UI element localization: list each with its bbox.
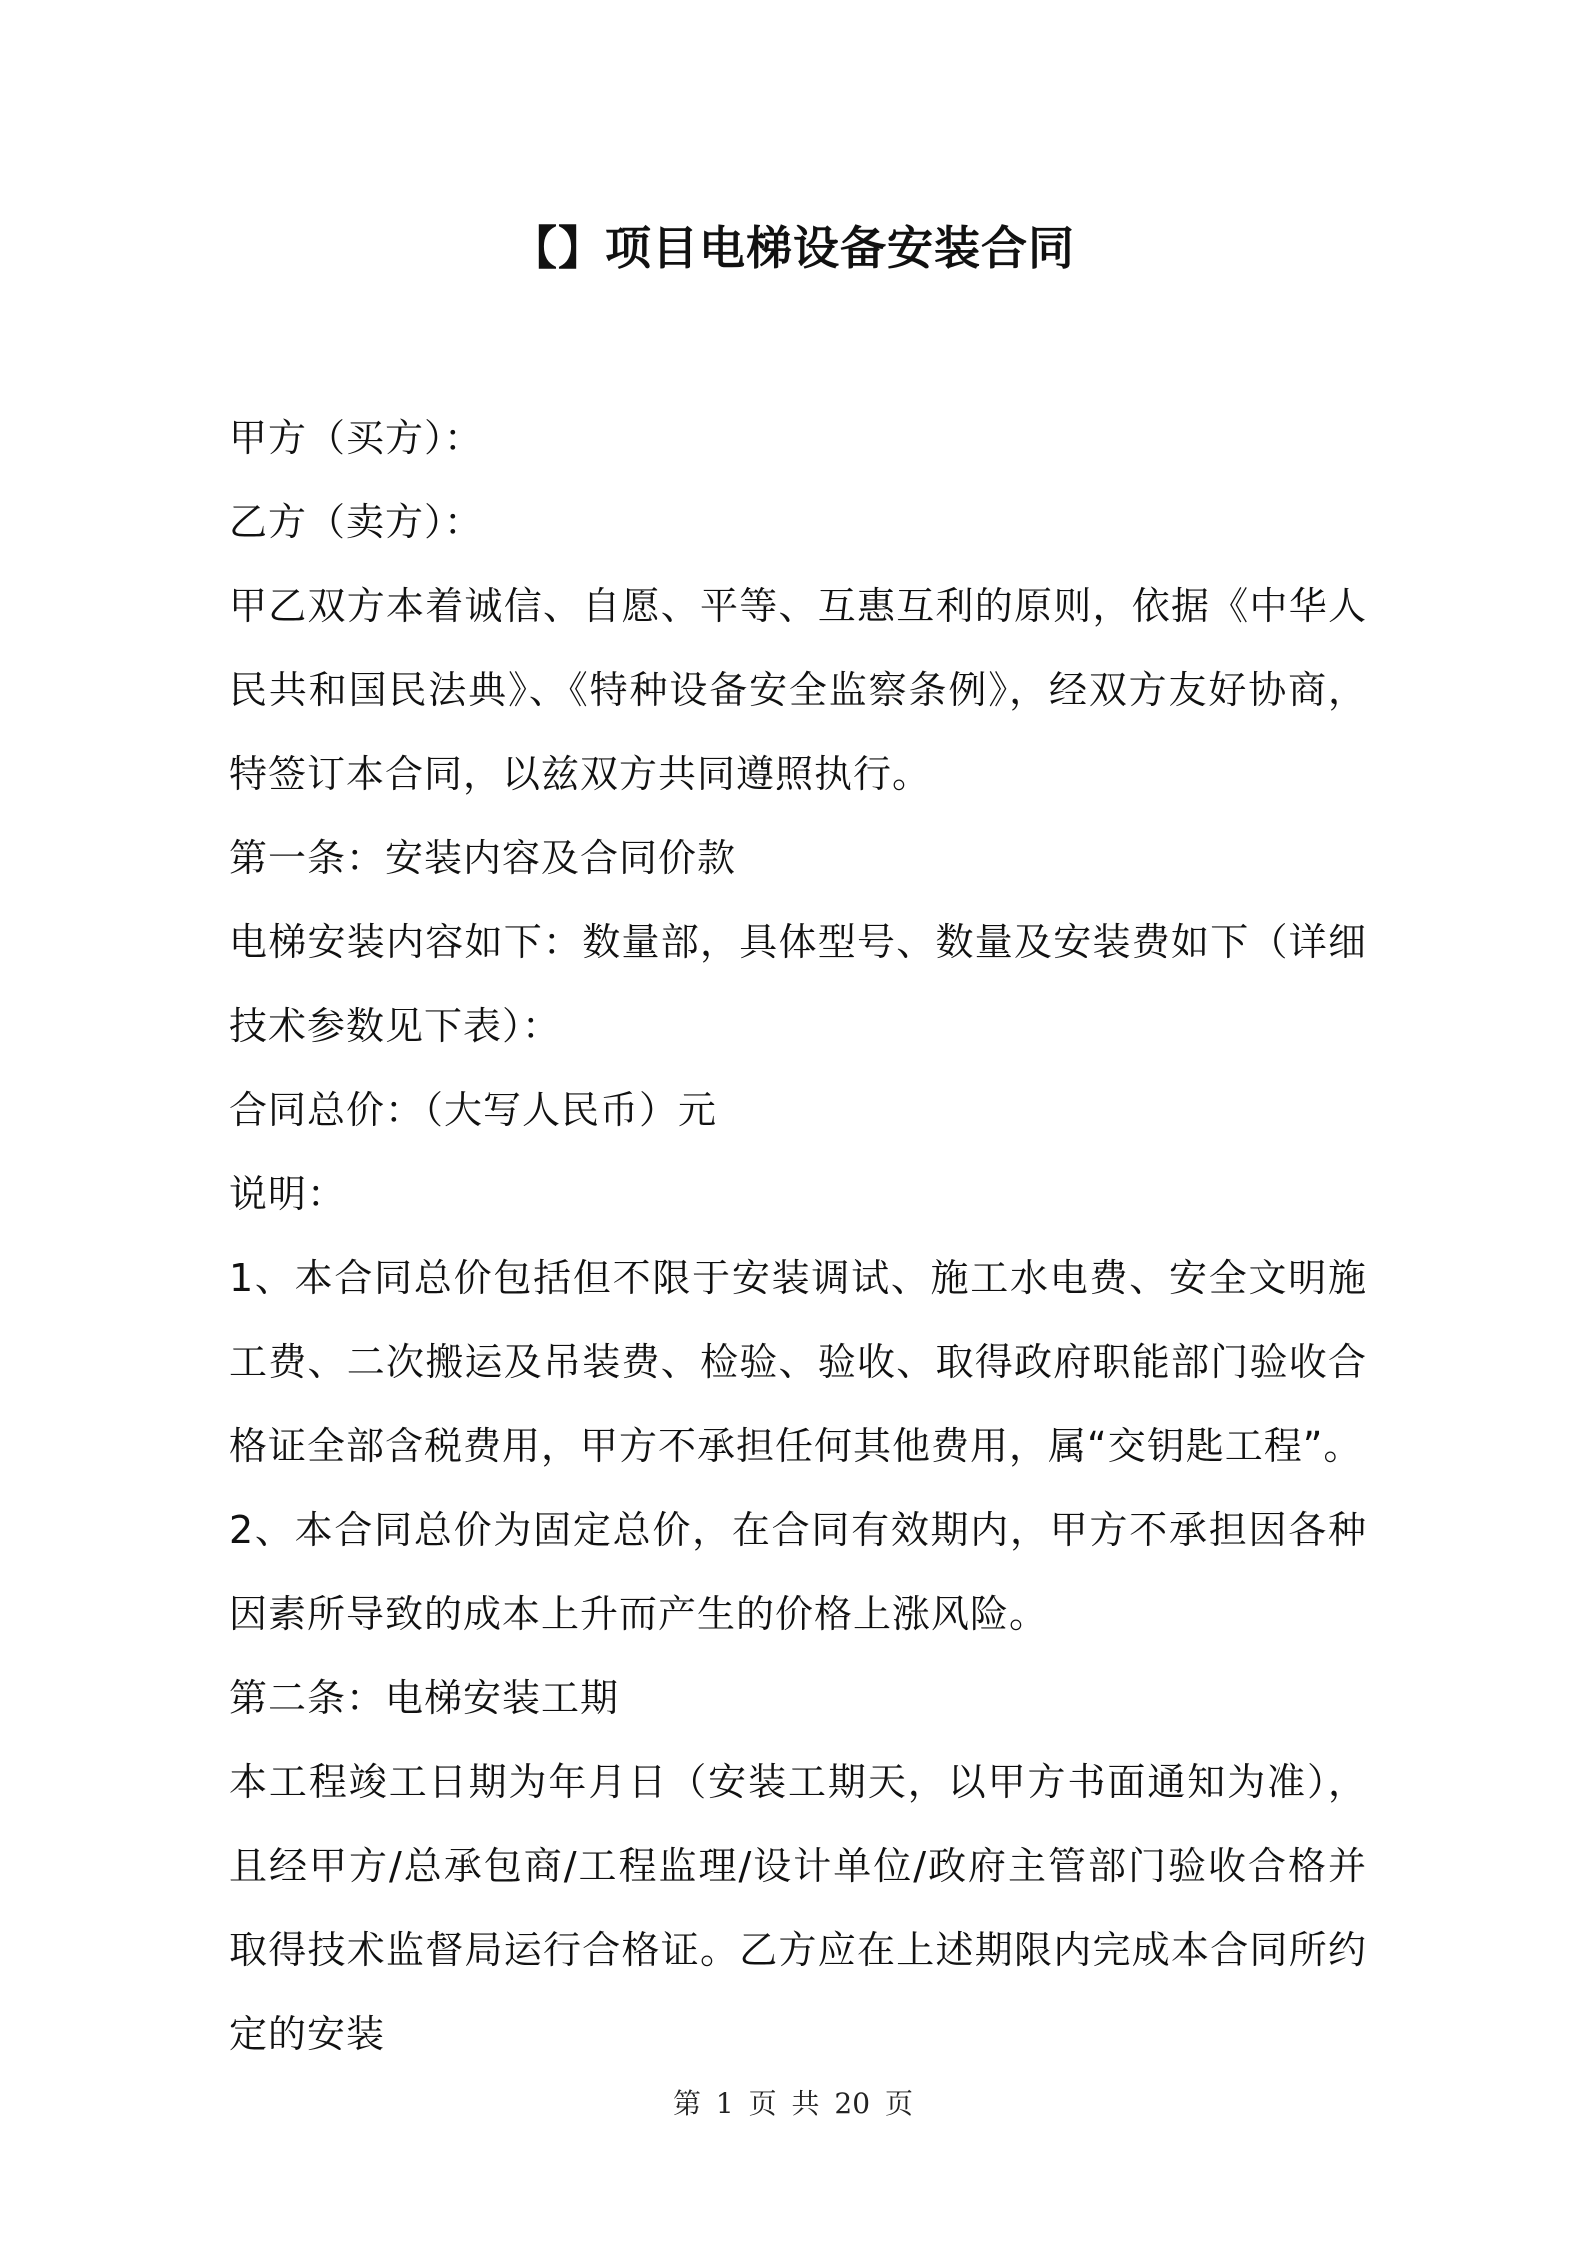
document-title: 【】项目电梯设备安装合同: [511, 221, 1075, 275]
page-number-footer: 第 1 页 共 20 页: [673, 2087, 913, 2120]
article-2-heading: 第二条：电梯安装工期: [229, 1676, 620, 1720]
party-b-line: 乙方（卖方）：: [229, 500, 484, 544]
total-price-line: 合同总价：（大写人民币）元: [229, 1088, 718, 1132]
preamble-paragraph: 甲乙双方本着诚信、自愿、平等、互惠互利的原则，依据《中华人民共和国民法典》、《特种设备安全监察条例》，经双方友好协商，特签订本合同，以兹双方共同遵照执行。: [229, 584, 1367, 796]
schedule-paragraph: 本工程竣工日期为年月日（安装工期天，以甲方书面通知为准），且经甲方/总承包商/工程监理/设计单位/政府主管部门验收合格并取得技术监督局运行合格证。乙方应在上述期限内完成本合同所约定的安装: [229, 1760, 1367, 2056]
party-a-line: 甲方（买方）：: [229, 416, 484, 460]
note-1-paragraph: 1、本合同总价包括但不限于安装调试、施工水电费、安全文明施工费、二次搬运及吊装费、检验、验收、取得政府职能部门验收合格证全部含税费用，甲方不承担任何其他费用，属“交钥匙工程”。: [229, 1256, 1367, 1468]
note-2-paragraph: 2、本合同总价为固定总价，在合同有效期内，甲方不承担因各种因素所导致的成本上升而产生的价格上涨风险。: [229, 1508, 1367, 1636]
article-1-heading: 第一条：安装内容及合同价款: [229, 836, 737, 880]
notes-heading: 说明：: [229, 1172, 347, 1216]
document-body: [229, 396, 1367, 2076]
installation-content-paragraph: 电梯安装内容如下：数量部，具体型号、数量及安装费如下（详细技术参数见下表）：: [229, 920, 1367, 1048]
